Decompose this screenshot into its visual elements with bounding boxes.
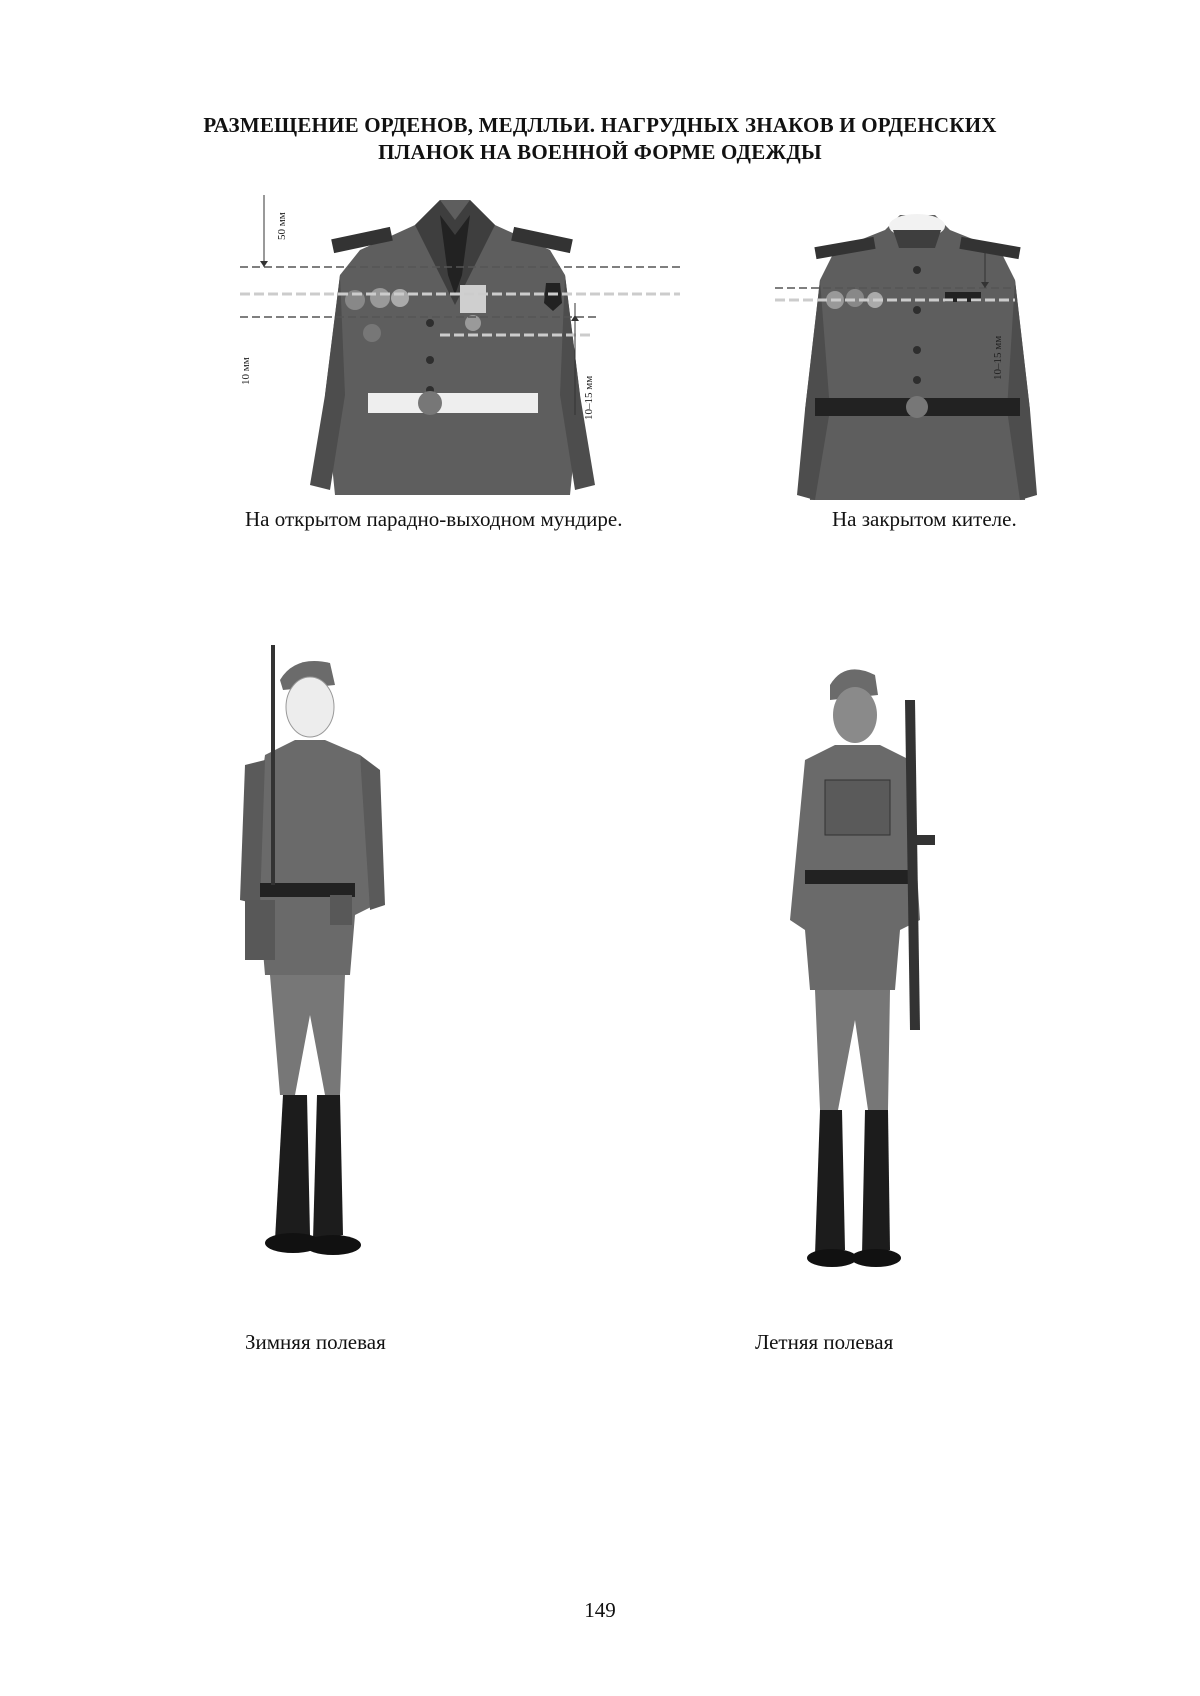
caption-summer-field: Летняя полевая [755,1330,894,1354]
page-number: 149 [584,1598,616,1622]
caption-winter-field: Зимняя полевая [245,1330,386,1354]
summer-field-uniform-illustration [770,660,970,1295]
caption-open-tunic: На открытом парадно-выходном мундире. [245,507,623,531]
dim-label-10-15mm-closed: 10–15 мм [992,335,1004,380]
caption-closed-tunic: На закрытом кителе. [832,507,1017,531]
dim-label-10mm: 10 мм [240,357,252,385]
dim-label-10-15mm: 10–15 мм [583,375,595,420]
title-line-1: РАЗМЕЩЕНИЕ ОРДЕНОВ, МЕДЛЛЬИ. НАГРУДНЫХ ЗНАКОВ И ОРДЕНСКИХ [203,113,997,137]
open-tunic-illustration [240,195,680,505]
title-line-2: ПЛАНОК НА ВОЕННОЙ ФОРМЕ ОДЕЖДЫ [378,140,822,164]
closed-tunic-illustration [775,210,1105,505]
dim-label-50mm: 50 мм [276,212,288,240]
winter-field-uniform-illustration [235,645,415,1295]
page-title [150,112,1050,166]
